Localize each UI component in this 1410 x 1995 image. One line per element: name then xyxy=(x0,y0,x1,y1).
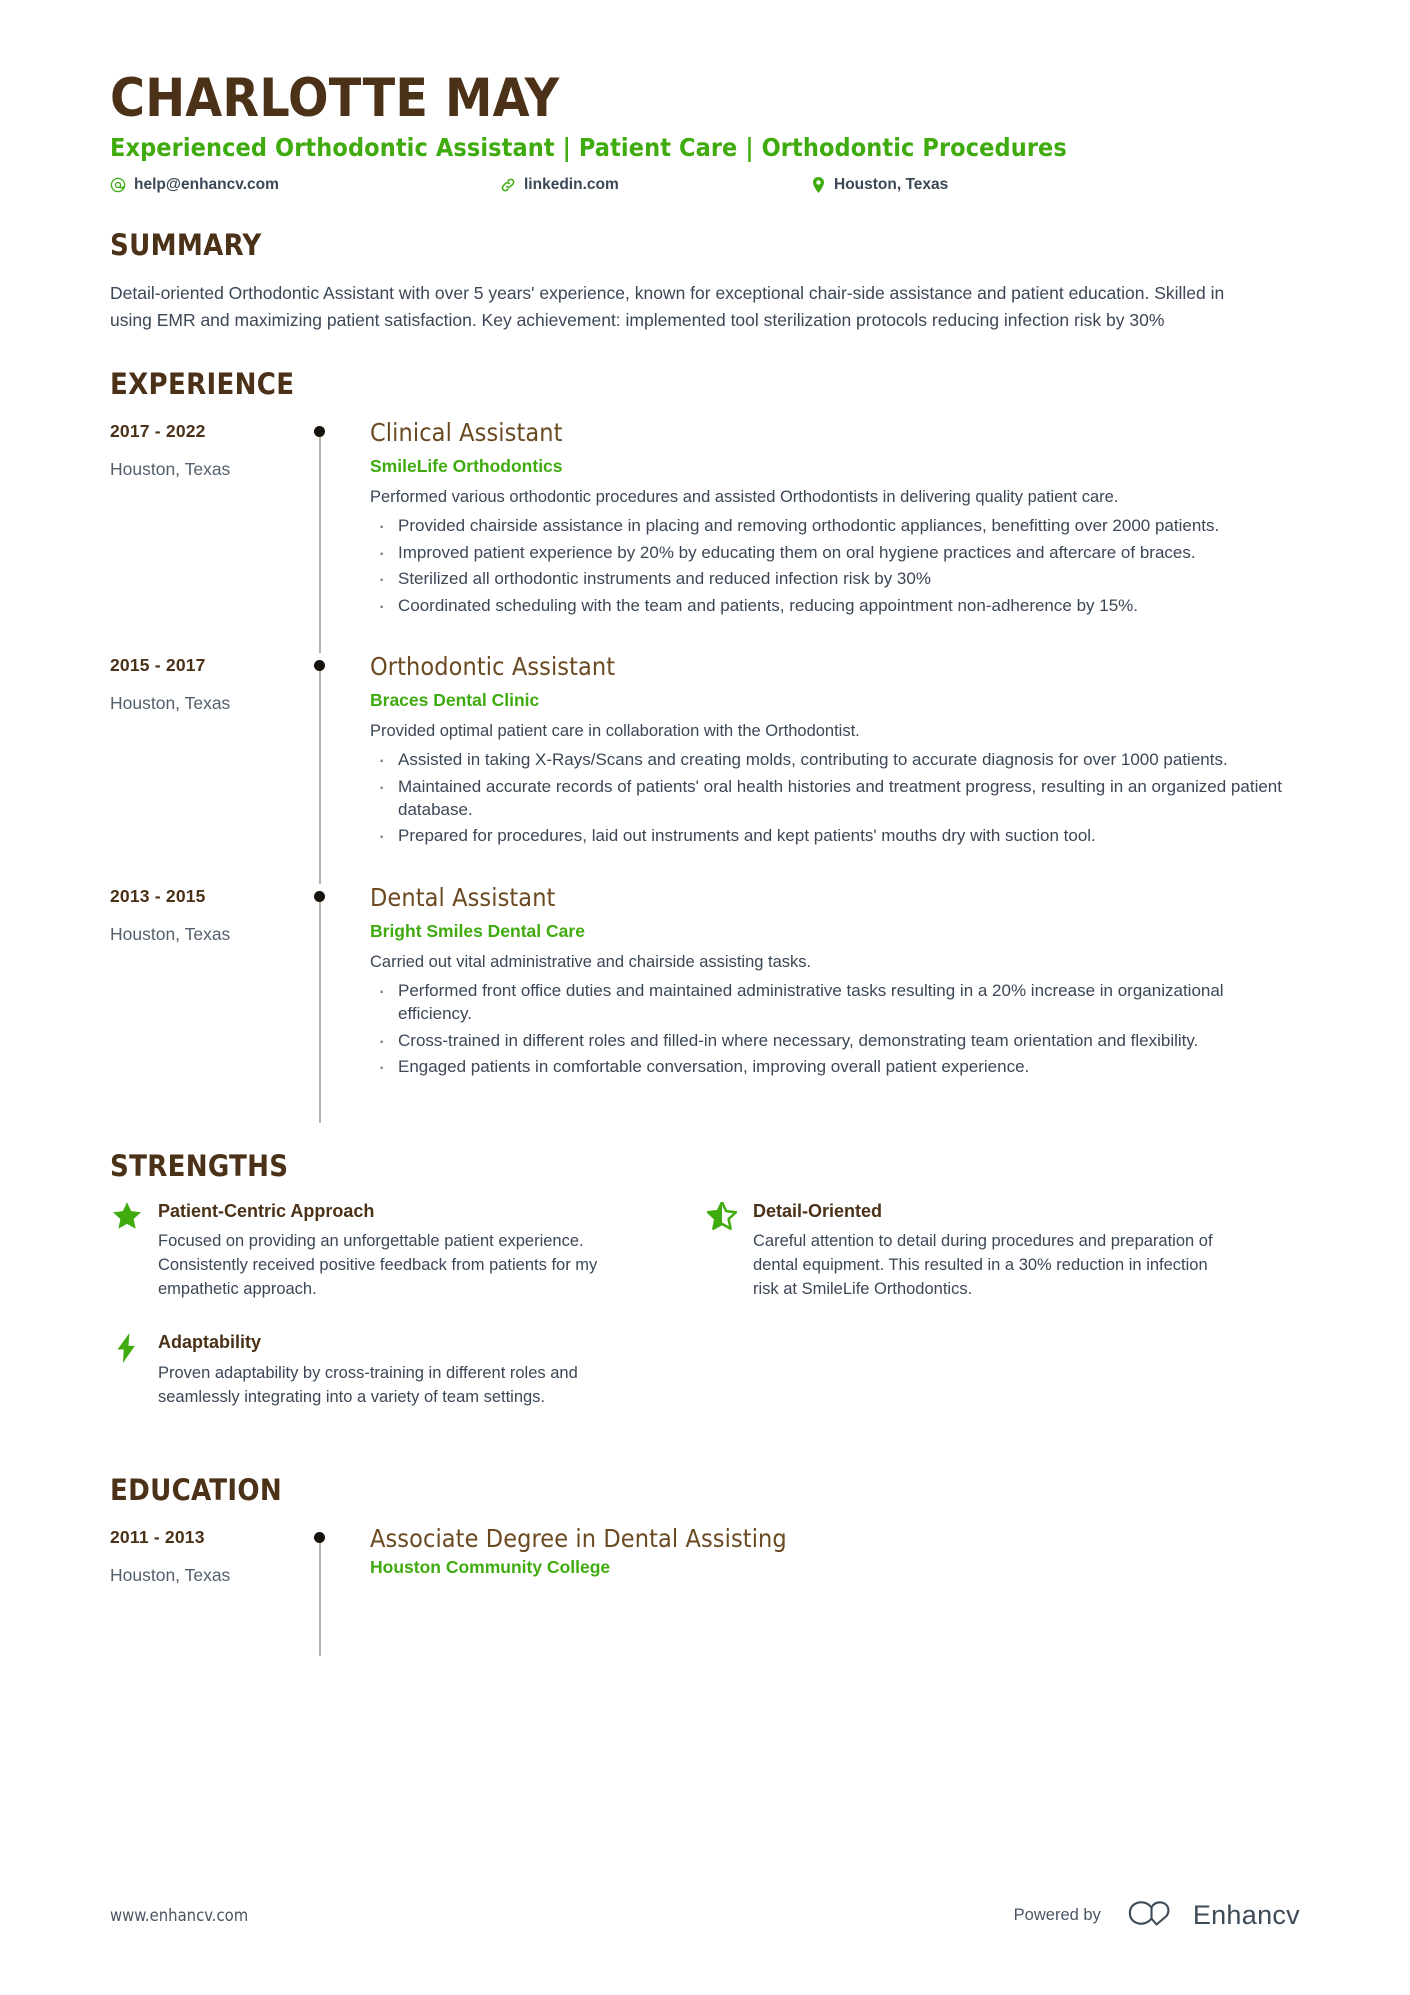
experience-entry-organization: Bright Smiles Dental Care xyxy=(370,920,585,941)
experience-entry-description: Performed various orthodontic procedures and assisted Orthodontists in delivering quality patient care. xyxy=(370,488,1119,507)
experience-entry-location: Houston, Texas xyxy=(110,459,231,480)
contact-email-label: help@enhancv.com xyxy=(134,176,279,194)
timeline-rail xyxy=(310,419,370,653)
education-entry-meta xyxy=(110,1525,310,1648)
education-entry-institution: Houston Community College xyxy=(370,1557,611,1578)
timeline-rail xyxy=(310,1525,370,1648)
strengths-section xyxy=(110,1149,1300,1440)
contact-linkedin[interactable] xyxy=(500,176,810,194)
bullet-item: · Coordinated scheduling with the team and patients, reducing appointment non-adherence by 15%. xyxy=(370,594,1300,617)
bullet-item: · Maintained accurate records of patients' oral health histories and treatment progress, resulting in an organized patient database. xyxy=(370,775,1300,822)
experience-entry-role: Orthodontic Assistant xyxy=(370,652,616,682)
bullet-item: · Assisted in taking X-Rays/Scans and creating molds, contributing to accurate diagnosis for over 1000 patients. xyxy=(370,748,1300,771)
resume-header xyxy=(110,70,1300,194)
experience-entry-description: Provided optimal patient care in collaboration with the Orthodontist. xyxy=(370,722,860,741)
summary-text: Detail-oriented Orthodontic Assistant with over 5 years' experience, known for exceptional chair-side assistance and patient education. Skilled in using EMR and maximizing patient satisfaction. Key achievement: implemented tool sterilization protocols reducing infection risk by 30% xyxy=(110,283,1225,330)
strength-item xyxy=(705,1201,1300,1302)
star-filled-icon xyxy=(110,1201,144,1302)
education-entry-body xyxy=(370,1525,1300,1648)
strengths-section-title: STRENGTHS xyxy=(110,1148,289,1183)
experience-entry-bullets xyxy=(370,514,1300,617)
experience-entry-location: Houston, Texas xyxy=(110,693,231,714)
summary-section-title: SUMMARY xyxy=(110,228,262,263)
experience-entry-body xyxy=(370,653,1300,884)
experience-entry-role: Clinical Assistant xyxy=(370,418,563,448)
experience-entry-meta xyxy=(110,653,310,884)
experience-entry-location: Houston, Texas xyxy=(110,923,231,944)
experience-entry xyxy=(110,419,1300,653)
experience-entry-role: Dental Assistant xyxy=(370,882,556,912)
experience-entry-meta xyxy=(110,884,310,1115)
experience-entry xyxy=(110,884,1300,1115)
footer-website-url[interactable]: www.enhancv.com xyxy=(110,1906,249,1925)
experience-entry-body xyxy=(370,884,1300,1115)
bullet-item: · Performed front office duties and maintained administrative tasks resulting in a 20% increase in organizational efficiency. xyxy=(370,979,1300,1026)
experience-entry xyxy=(110,653,1300,884)
strength-item xyxy=(110,1332,705,1409)
powered-by-label: Powered by xyxy=(1013,1906,1101,1924)
at-icon xyxy=(110,177,126,193)
strength-item xyxy=(110,1201,705,1302)
education-entry-location: Houston, Texas xyxy=(110,1565,231,1586)
strength-body xyxy=(158,1201,638,1302)
contact-row xyxy=(110,176,1300,194)
timeline-dot xyxy=(314,660,325,671)
timeline-line xyxy=(319,892,321,1123)
timeline-line xyxy=(319,661,321,884)
timeline-rail xyxy=(310,653,370,884)
experience-entry-date: 2015 - 2017 xyxy=(110,655,206,676)
summary-section xyxy=(110,228,1300,333)
timeline-rail xyxy=(310,884,370,1115)
strength-body xyxy=(158,1332,638,1409)
experience-entry-date: 2013 - 2015 xyxy=(110,885,206,906)
lightning-bolt-icon xyxy=(110,1332,144,1409)
strength-title: Adaptability xyxy=(158,1331,262,1352)
bullet-item: · Engaged patients in comfortable conversation, improving overall patient experience. xyxy=(370,1055,1300,1078)
education-entry-degree: Associate Degree in Dental Assisting xyxy=(370,1524,787,1554)
experience-section-title: EXPERIENCE xyxy=(110,367,295,402)
strength-title: Detail-Oriented xyxy=(753,1200,883,1221)
star-half-icon xyxy=(705,1201,739,1302)
timeline-dot xyxy=(314,1532,325,1543)
education-section xyxy=(110,1473,1300,1648)
link-icon xyxy=(500,177,516,193)
experience-entry-organization: Braces Dental Clinic xyxy=(370,690,540,711)
experience-entry-description: Carried out vital administrative and chairside assisting tasks. xyxy=(370,952,812,971)
education-entry-date: 2011 - 2013 xyxy=(110,1527,205,1548)
resume-footer xyxy=(110,1898,1300,1933)
enhancv-brand-name: Enhancv xyxy=(1192,1900,1300,1930)
candidate-headline: Experienced Orthodontic Assistant | Patient Care | Orthodontic Procedures xyxy=(110,133,1067,163)
enhancv-brand xyxy=(1123,1898,1300,1933)
enhancv-logo-icon xyxy=(1123,1898,1181,1933)
strength-description: Focused on providing an unforgettable patient experience. Consistently received positive feedback from patients for my empathetic approach. xyxy=(158,1232,598,1299)
experience-entry-bullets xyxy=(370,748,1300,848)
bullet-item: · Provided chairside assistance in placing and removing orthodontic appliances, benefitting over 2000 patients. xyxy=(370,514,1300,537)
contact-linkedin-label: linkedin.com xyxy=(524,176,619,194)
strength-description: Proven adaptability by cross-training in different roles and seamlessly integrating into a variety of team settings. xyxy=(158,1363,578,1406)
timeline-line xyxy=(319,427,321,653)
contact-email[interactable] xyxy=(110,176,500,194)
experience-entry-date: 2017 - 2022 xyxy=(110,421,206,442)
education-entry xyxy=(110,1525,1300,1648)
strength-title: Patient-Centric Approach xyxy=(158,1200,375,1221)
location-pin-icon xyxy=(810,177,826,193)
education-section-title: EDUCATION xyxy=(110,1473,282,1508)
strength-body xyxy=(753,1201,1233,1302)
contact-location xyxy=(810,176,1300,194)
timeline-dot xyxy=(314,891,325,902)
experience-entry-organization: SmileLife Orthodontics xyxy=(370,456,563,477)
bullet-item: · Prepared for procedures, laid out instruments and kept patients' mouths dry with suction tool. xyxy=(370,824,1300,847)
strengths-grid xyxy=(110,1201,1300,1440)
bullet-item: · Cross-trained in different roles and filled-in where necessary, demonstrating team orientation and flexibility. xyxy=(370,1029,1300,1052)
footer-branding xyxy=(1014,1898,1300,1933)
experience-entry-body xyxy=(370,419,1300,653)
bullet-item: · Improved patient experience by 20% by educating them on oral hygiene practices and aftercare of braces. xyxy=(370,541,1300,564)
experience-entry-bullets xyxy=(370,979,1300,1079)
timeline-dot xyxy=(314,426,325,437)
contact-location-label: Houston, Texas xyxy=(834,176,949,194)
candidate-name: CHARLOTTE MAY xyxy=(110,68,560,129)
timeline-line xyxy=(319,1533,321,1656)
experience-entry-meta xyxy=(110,419,310,653)
strength-description: Careful attention to detail during procedures and preparation of dental equipment. This resulted in a 30% reduction in infection risk at SmileLife Orthodontics. xyxy=(753,1232,1213,1299)
bullet-item: · Sterilized all orthodontic instruments and reduced infection risk by 30% xyxy=(370,567,1300,590)
experience-section xyxy=(110,367,1300,1114)
